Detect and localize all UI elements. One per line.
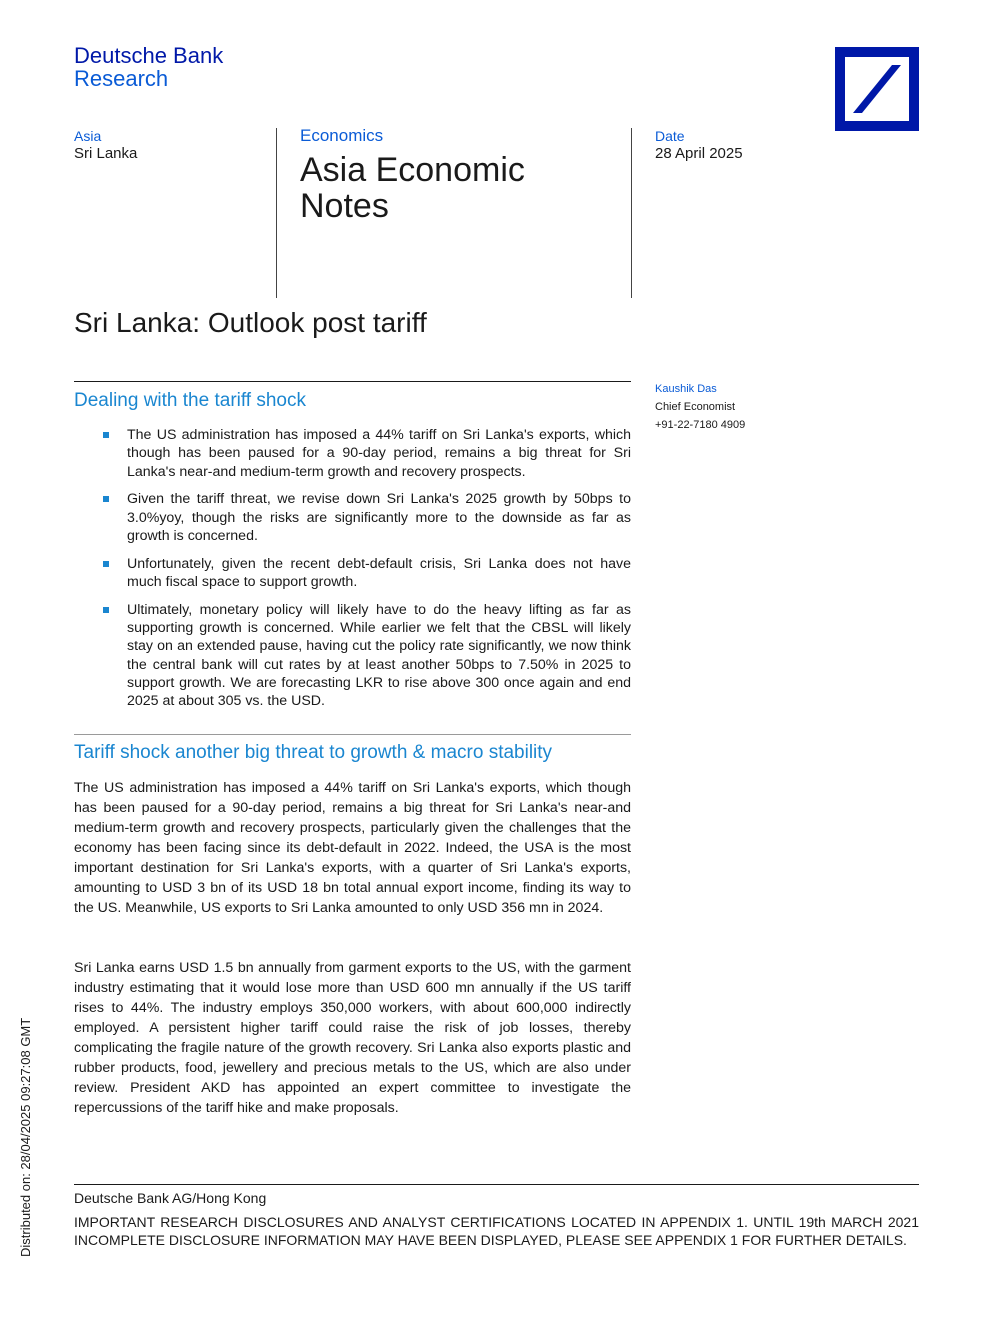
bullet-text: Ultimately, monetary policy will likely have to do the heavy lifting as far as supporting growth is concerned. While earlier we felt that the CBSL will likely stay on an extended pause, having cut the policy rate significantly, we now think the central bank will cut rates by at least another 50bps to 7.50% in 2025 to support growth. We are forecasting LKR to rise above 300 once again and end 2025 at about 305 vs. the USD. (127, 601, 631, 710)
bullet-item (74, 601, 631, 711)
bullet-text: The US administration has imposed a 44% tariff on Sri Lanka's exports, which though has been paused for a 90-day period, remains a big threat for Sri Lanka's near-and medium-term growth and recovery prospects. (127, 427, 631, 480)
bullet-square-icon (103, 432, 109, 438)
date-label: Date (655, 128, 685, 144)
region-block (74, 127, 137, 163)
footer-disclosure: IMPORTANT RESEARCH DISCLOSURES AND ANALYST CERTIFICATIONS LOCATED IN APPENDIX 1. UNTIL 19th MARCH 2021 INCOMPLETE DISCLOSURE INFORMATION MAY HAVE BEEN DISPLAYED, PLEASE SEE APPENDIX 1 FOR FURTHER DETAILS. (74, 1214, 919, 1248)
body-paragraph: The US administration has imposed a 44% tariff on Sri Lanka's exports, which though has been paused for a 90-day period, remains a big threat for Sri Lanka's near-and medium-term growth and recovery prospects, particularly given the challenges that the economy has been facing since its debt-default in 2022. Indeed, the USA is the most important destination for Sri Lanka's exports, with a quarter of Sri Lanka's exports, amounting to USD 3 bn of its USD 18 bn total annual export income, finding its way to the US. Meanwhile, US exports to Sri Lanka amounted to only USD 356 mn in 2024. (74, 780, 631, 916)
bullet-item (74, 490, 631, 545)
bullet-square-icon (103, 496, 109, 502)
key-points-list (74, 426, 631, 720)
bullet-text: Given the tariff threat, we revise down Sri Lanka's 2025 growth by 50bps to 3.0%yoy, though the risks are significantly more to the downside as far as growth is concerned. (127, 491, 631, 544)
brand-name: Deutsche Bank (74, 43, 224, 68)
footer-entity: Deutsche Bank AG/Hong Kong (74, 1190, 267, 1206)
bullet-text: Unfortunately, given the recent debt-default crisis, Sri Lanka does not have much fiscal space to support growth. (127, 555, 631, 591)
date-value: 28 April 2025 (655, 145, 743, 162)
deutsche-bank-logo-icon (835, 47, 919, 131)
section-heading: Tariff shock another big threat to growth & macro stability (74, 742, 553, 763)
author-phone: +91-22-7180 4909 (655, 419, 746, 431)
date-block (655, 127, 743, 163)
distribution-stamp: Distributed on: 28/04/2025 09:27:08 GMT (18, 1017, 33, 1257)
brand-wordmark (74, 44, 223, 90)
section-rule (74, 381, 631, 382)
bullet-square-icon (103, 561, 109, 567)
section-heading: Dealing with the tariff shock (74, 390, 306, 411)
page-title: Sri Lanka: Outlook post tariff (74, 307, 427, 338)
bullet-item (74, 426, 631, 481)
series-block (300, 126, 600, 224)
region-label: Asia (74, 128, 102, 144)
footer-rule (74, 1184, 919, 1185)
body-paragraph: Sri Lanka earns USD 1.5 bn annually from garment exports to the US, with the garment industry estimating that it would lose more than USD 600 mn annually if the US tariff rises to 44%. The industry employs 350,000 workers, with about 600,000 indirectly employed. A persistent higher tariff could raise the risk of job losses, thereby complicating the fragile nature of the growth recovery. Sri Lanka also exports plastic and rubber products, food, jewellery and precious metals to the US, which are also under review. President AKD has appointed an expert committee to investigate the repercussions of the tariff hike and make proposals. (74, 960, 631, 1116)
brand-sub: Research (74, 66, 169, 91)
series-title: Asia Economic Notes (300, 151, 525, 225)
section-rule (74, 734, 631, 735)
author-role: Chief Economist (655, 401, 736, 413)
bullet-item (74, 555, 631, 592)
bullet-square-icon (103, 607, 109, 613)
divider (631, 128, 632, 298)
author-name[interactable]: Kaushik Das (655, 383, 717, 395)
series-label: Economics (300, 126, 384, 145)
divider (276, 128, 277, 298)
author-block (655, 380, 745, 434)
region-value: Sri Lanka (74, 145, 138, 162)
